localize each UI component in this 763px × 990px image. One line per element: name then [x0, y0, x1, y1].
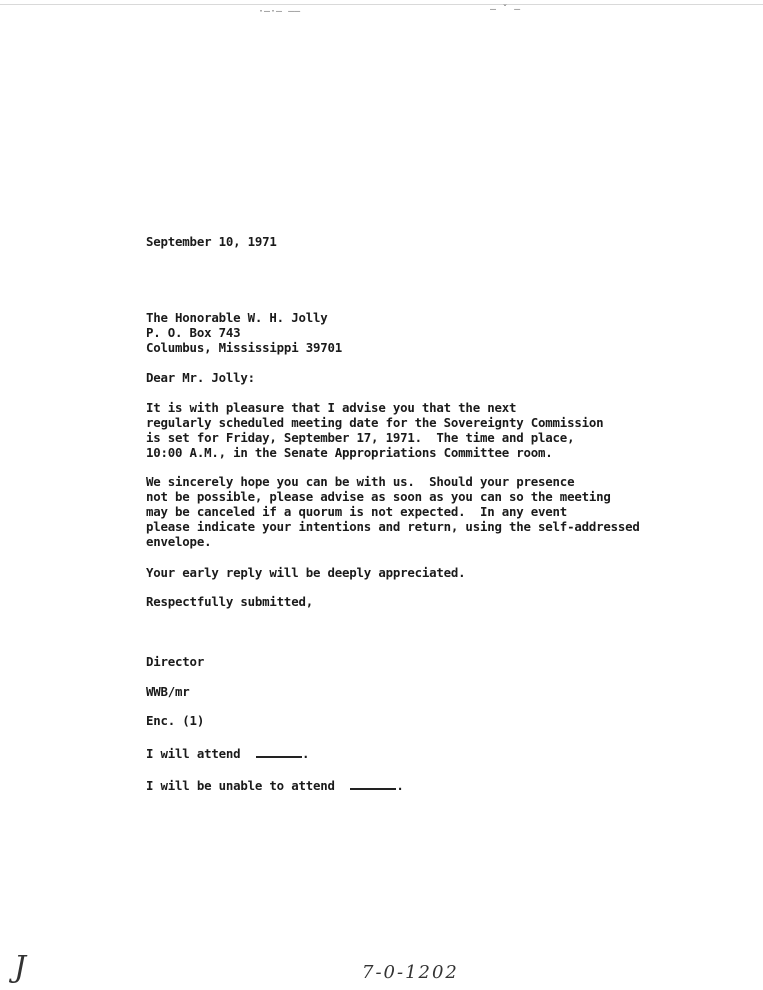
- file-number: 7-0-1202: [362, 962, 459, 983]
- paragraph-line: 10:00 A.M., in the Senate Appropriations Committee room.: [146, 445, 553, 460]
- recipient-name: The Honorable W. H. Jolly: [146, 310, 328, 325]
- paragraph-line: not be possible, please advise as soon as you can so the meeting: [146, 489, 611, 504]
- attend-period: .: [302, 746, 310, 761]
- paragraph-line: please indicate your intentions and return, using the self-addressed: [146, 519, 640, 534]
- paragraph-line: may be canceled if a quorum is not expected. In any event: [146, 504, 568, 519]
- unable-period: .: [396, 778, 404, 793]
- scan-mark: ·–·‒ ––: [258, 6, 301, 17]
- attend-label: I will attend: [146, 746, 241, 761]
- closing: Respectfully submitted,: [146, 594, 313, 609]
- scan-edge-line: [0, 4, 763, 5]
- enclosure-note: Enc. (1): [146, 713, 205, 728]
- paragraph-line: It is with pleasure that I advise you that the next: [146, 400, 517, 415]
- signature-title: Director: [146, 654, 205, 669]
- attend-response-line: [146, 743, 309, 762]
- salutation: Dear Mr. Jolly:: [146, 370, 255, 385]
- paragraph-reply: Your early reply will be deeply appreciated.: [146, 565, 466, 580]
- paragraph-line: is set for Friday, September 17, 1971. The time and place,: [146, 430, 575, 445]
- typist-initials: WWB/mr: [146, 684, 190, 699]
- margin-handwritten-mark: J: [14, 950, 27, 985]
- paragraph-attendance-request: [146, 474, 640, 549]
- recipient-address-line1: P. O. Box 743: [146, 325, 241, 340]
- letter-date: September 10, 1971: [146, 234, 277, 249]
- paragraph-line: regularly scheduled meeting date for the Sovereignty Commission: [146, 415, 604, 430]
- unable-response-line: [146, 773, 404, 794]
- attend-blank[interactable]: [256, 743, 302, 758]
- scan-mark: – ˇ –: [490, 4, 521, 15]
- paragraph-line: We sincerely hope you can be with us. Should your presence: [146, 474, 575, 489]
- paragraph-meeting-notice: [146, 400, 603, 460]
- unable-label: I will be unable to attend: [146, 778, 335, 793]
- recipient-address-line2: Columbus, Mississippi 39701: [146, 340, 343, 355]
- unable-blank[interactable]: [350, 773, 396, 790]
- paragraph-line: envelope.: [146, 534, 212, 549]
